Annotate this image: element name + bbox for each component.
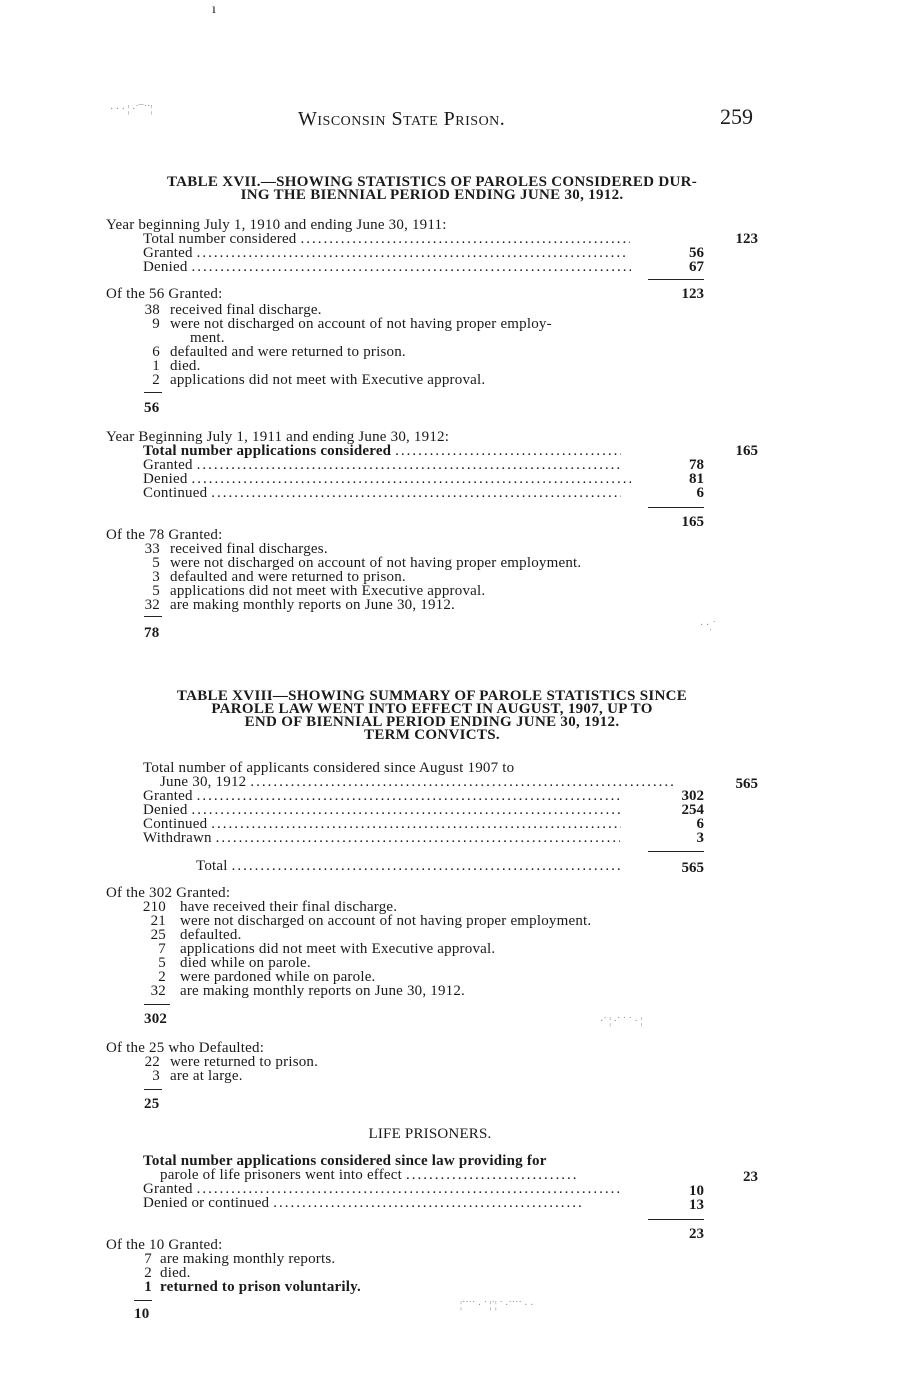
t18-granted-label: Granted <box>143 788 193 804</box>
year2-item-n: 3 <box>152 569 160 585</box>
t18-total-label1: Total number of applicants considered since August 1907 to <box>143 760 515 776</box>
scan-speck: ·˙ ¦ ·˙ ˙ ˙ · ¦ <box>600 1016 643 1027</box>
year2-denied-row <box>143 472 631 486</box>
t18-denied-value: 254 <box>681 802 704 818</box>
year2-item-text: received final discharges. <box>170 541 328 557</box>
sum-rule <box>144 1004 170 1005</box>
t18-item-text: were pardoned while on parole. <box>180 969 376 985</box>
year2-items-total: 78 <box>144 625 160 641</box>
year1-of-heading: Of the 56 Granted: <box>106 286 223 302</box>
year2-heading: Year Beginning July 1, 1911 and ending June 30, 1912: <box>106 429 450 445</box>
t18-item-text: are making monthly reports on June 30, 1912. <box>180 983 466 999</box>
leader-dots <box>232 859 622 873</box>
year1-item-text: defaulted and were returned to prison. <box>170 344 406 360</box>
t18-granted-row <box>143 789 621 803</box>
leader-dots <box>273 1196 583 1210</box>
year2-item-n: 5 <box>152 555 160 571</box>
year1-item-n: 1 <box>152 358 160 374</box>
t18-defaulted-total: 25 <box>144 1096 160 1112</box>
year1-item-text: applications did not meet with Executive approval. <box>170 372 486 388</box>
leader-dots <box>197 458 621 472</box>
scan-speck: · · · ¦ ·˙¯˙˙¦ <box>110 104 153 115</box>
year2-total-label: Total number applications considered <box>143 443 392 459</box>
life-items-total: 10 <box>134 1306 150 1322</box>
t18-item-n: 7 <box>158 941 166 957</box>
t18-total-row <box>160 775 674 789</box>
t18-continued-label: Continued <box>143 816 208 832</box>
scan-speck: ¦˙˙˙˙ · ˙ ¦˙¦ ˙ ·˙˙˙˙ · · <box>460 1300 534 1311</box>
t18-withdrawn-label: Withdrawn <box>143 830 212 846</box>
t18-defaulted-text: were returned to prison. <box>170 1054 319 1070</box>
year1-granted-row <box>143 246 627 260</box>
leader-dots <box>191 260 631 274</box>
life-item-n: 1 <box>144 1279 152 1295</box>
life-heading: LIFE PRISONERS. <box>368 1126 492 1142</box>
year1-item-text: ment. <box>190 330 225 346</box>
t18-defaulted-n: 22 <box>144 1054 160 1070</box>
life-sum-value: 23 <box>689 1226 704 1242</box>
year1-sum-value: 123 <box>681 286 704 302</box>
t18-denied-row <box>143 803 621 817</box>
year1-item-text: died. <box>170 358 201 374</box>
leader-dots <box>191 472 631 486</box>
year2-denied-value: 81 <box>689 471 704 487</box>
leader-dots <box>406 1168 576 1182</box>
life-denied-value: 13 <box>689 1197 704 1213</box>
year2-denied-label: Denied <box>143 471 188 487</box>
year2-granted-value: 78 <box>689 457 704 473</box>
year2-continued-row <box>143 486 621 500</box>
year1-item-text: received final discharge. <box>170 302 322 318</box>
year1-denied-value: 67 <box>689 259 704 275</box>
scan-speck: ı <box>212 2 216 17</box>
year2-item-text: are making monthly reports on June 30, 1912. <box>170 597 456 613</box>
sum-rule <box>144 616 162 617</box>
year1-item-text: were not discharged on account of not having proper employ- <box>170 316 552 332</box>
year1-item-n: 38 <box>144 302 160 318</box>
t18-defaulted-n: 3 <box>152 1068 160 1084</box>
leader-dots <box>211 817 621 831</box>
year2-continued-value: 6 <box>696 485 704 501</box>
t18-item-text: were not discharged on account of not having proper employment. <box>180 913 592 929</box>
leader-dots <box>211 486 621 500</box>
leader-dots <box>197 789 621 803</box>
year1-heading: Year beginning July 1, 1910 and ending June 30, 1911: <box>106 217 447 233</box>
leader-dots <box>300 232 630 246</box>
table17-title-line1: TABLE XVII.—SHOWING STATISTICS OF PAROLES CONSIDERED DUR- <box>166 174 698 190</box>
leader-dots <box>250 775 674 789</box>
life-item-text: are making monthly reports. <box>160 1251 336 1267</box>
sum-rule <box>648 279 704 280</box>
t18-item-n: 32 <box>150 983 166 999</box>
year1-items-total: 56 <box>144 400 160 416</box>
table17-title-line2: ING THE BIENNIAL PERIOD ENDING JUNE 30, 1912. <box>240 187 624 203</box>
t18-sum-row <box>196 859 622 873</box>
life-item-text: died. <box>160 1265 191 1281</box>
year2-item-text: applications did not meet with Executive approval. <box>170 583 486 599</box>
year2-item-n: 33 <box>144 541 160 557</box>
life-of-heading: Of the 10 Granted: <box>106 1237 223 1253</box>
t18-defaulted-heading: Of the 25 who Defaulted: <box>106 1040 265 1056</box>
t18-item-n: 5 <box>158 955 166 971</box>
year1-granted-value: 56 <box>689 245 704 261</box>
t18-total-label2: June 30, 1912 <box>160 774 247 790</box>
table18-title-line3: END OF BIENNIAL PERIOD ENDING JUNE 30, 1912. <box>244 714 620 730</box>
t18-continued-value: 6 <box>696 816 704 832</box>
year1-granted-label: Granted <box>143 245 193 261</box>
t18-defaulted-text: are at large. <box>170 1068 243 1084</box>
leader-dots <box>197 246 627 260</box>
year2-granted-row <box>143 458 621 472</box>
t18-items-total: 302 <box>144 1011 168 1027</box>
t18-granted-value: 302 <box>681 788 704 804</box>
t18-withdrawn-row <box>143 831 620 845</box>
year2-item-text: were not discharged on account of not having proper employment. <box>170 555 582 571</box>
life-item-text: returned to prison voluntarily. <box>160 1279 361 1295</box>
sum-rule <box>144 1089 162 1090</box>
leader-dots <box>216 831 620 845</box>
year2-sum-value: 165 <box>681 514 704 530</box>
life-item-n: 7 <box>144 1251 152 1267</box>
year1-total-value: 123 <box>735 231 758 247</box>
t18-denied-label: Denied <box>143 802 188 818</box>
t18-item-n: 2 <box>158 969 166 985</box>
sum-rule <box>134 1300 152 1301</box>
year2-continued-label: Continued <box>143 485 208 501</box>
year1-total-label: Total number considered <box>143 231 297 247</box>
year1-denied-label: Denied <box>143 259 188 275</box>
life-total-label2: parole of life prisoners went into effect <box>160 1167 403 1183</box>
year1-total-row <box>143 232 630 246</box>
t18-item-text: applications did not meet with Executive approval. <box>180 941 496 957</box>
page-number: 259 <box>720 104 753 129</box>
t18-item-n: 25 <box>150 927 166 943</box>
year2-total-value: 165 <box>735 443 758 459</box>
leader-dots <box>191 803 621 817</box>
t18-item-text: defaulted. <box>180 927 242 943</box>
life-denied-row <box>143 1196 583 1210</box>
life-denied-label: Denied or continued <box>143 1195 270 1211</box>
year1-item-n: 9 <box>152 316 160 332</box>
life-total-label1: Total number applications considered since law providing for <box>143 1153 547 1169</box>
sum-rule <box>648 507 704 508</box>
sum-rule <box>648 851 704 852</box>
leader-dots <box>395 444 621 458</box>
life-granted-row <box>143 1182 621 1196</box>
year1-denied-row <box>143 260 631 274</box>
t18-withdrawn-value: 3 <box>696 830 704 846</box>
t18-total-value: 565 <box>735 776 758 792</box>
year1-item-n: 6 <box>152 344 160 360</box>
year2-item-text: defaulted and were returned to prison. <box>170 569 406 585</box>
sum-rule <box>144 392 162 393</box>
year2-of-heading: Of the 78 Granted: <box>106 527 223 543</box>
life-item-n: 2 <box>144 1265 152 1281</box>
t18-item-text: have received their final discharge. <box>180 899 398 915</box>
life-total-row <box>160 1168 576 1182</box>
t18-of-heading: Of the 302 Granted: <box>106 885 231 901</box>
year1-item-n: 2 <box>152 372 160 388</box>
year2-granted-label: Granted <box>143 457 193 473</box>
year2-item-n: 32 <box>144 597 160 613</box>
year2-item-n: 5 <box>152 583 160 599</box>
life-granted-label: Granted <box>143 1181 193 1197</box>
t18-item-n: 210 <box>142 899 166 915</box>
table18-title-line4: TERM CONVICTS. <box>364 727 500 743</box>
life-granted-value: 10 <box>689 1183 704 1199</box>
leader-dots <box>197 1182 621 1196</box>
table18-title-line1: TABLE XVIII—SHOWING SUMMARY OF PAROLE STATISTICS SINCE <box>176 688 688 704</box>
t18-item-n: 21 <box>150 913 166 929</box>
t18-item-text: died while on parole. <box>180 955 311 971</box>
sum-rule <box>648 1219 704 1220</box>
page-title: Wisconsin State Prison. <box>298 108 506 130</box>
t18-sum-value: 565 <box>681 860 704 876</box>
t18-sum-label: Total <box>196 858 228 874</box>
t18-continued-row <box>143 817 621 831</box>
year2-total-row <box>143 444 621 458</box>
table18-title-line2: PAROLE LAW WENT INTO EFFECT IN AUGUST, 1907, UP TO <box>211 701 653 717</box>
scan-speck: · ·ˌ˙ <box>700 620 716 631</box>
life-total-value: 23 <box>743 1169 758 1185</box>
